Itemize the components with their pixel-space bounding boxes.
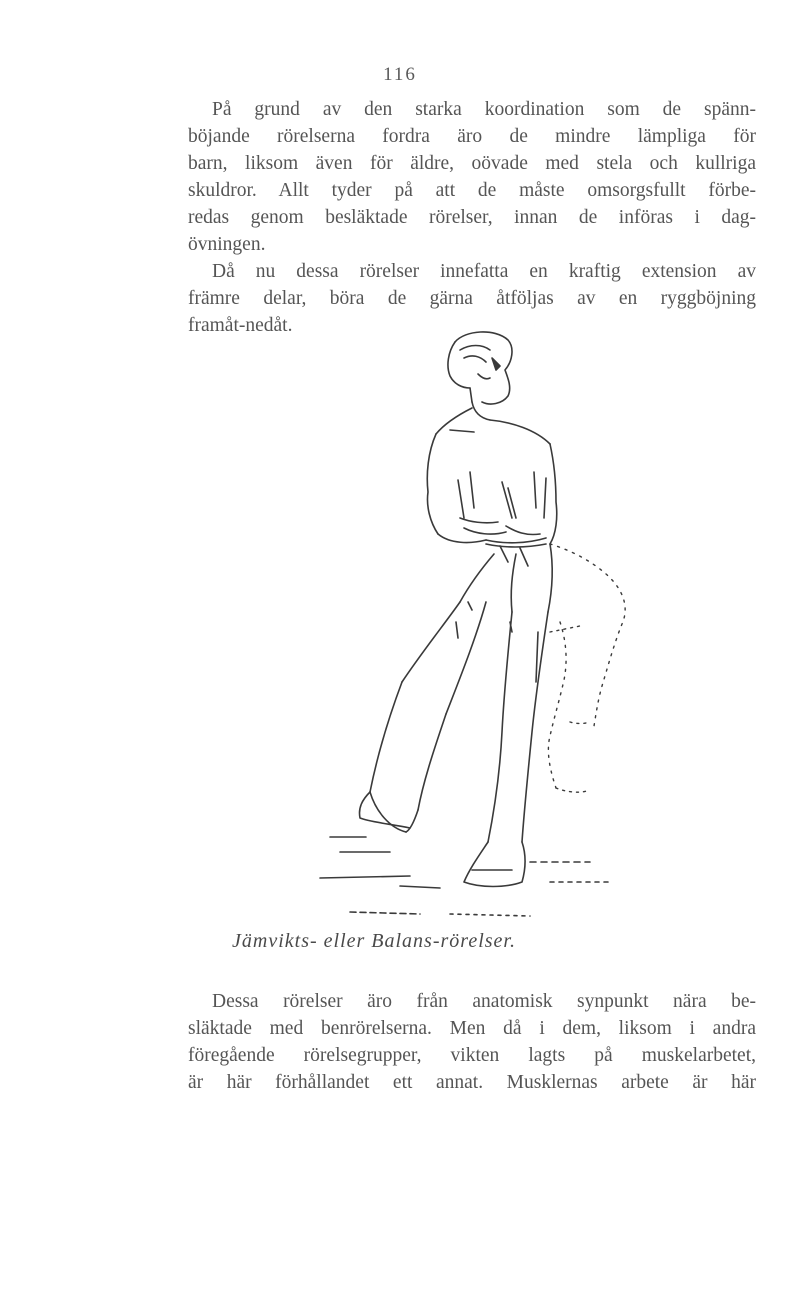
text-line: föregående rörelsegrupper, vikten lagts på muskelarbetet, xyxy=(188,1045,756,1066)
text-line: skuldror. Allt tyder på att de måste omsorgsfullt förbe- xyxy=(188,180,756,201)
paragraph-bottom xyxy=(188,988,756,1096)
figure-caption: Jämvikts- eller Balans-rörelser. xyxy=(232,930,516,952)
text-line: Dessa rörelser äro från anatomisk synpunkt nära be- xyxy=(212,991,756,1012)
text-line: framåt-nedåt. xyxy=(188,315,293,336)
text-line: redas genom besläktade rörelser, innan de införas i dag- xyxy=(188,207,756,228)
text-line: är här förhållandet ett annat. Musklernas arbete är här xyxy=(188,1072,756,1093)
paragraph-top xyxy=(188,96,756,339)
text-line: barn, liksom även för äldre, oövade med stela och kullriga xyxy=(188,153,756,174)
text-line: böjande rörelserna fordra äro de mindre lämpliga för xyxy=(188,126,756,147)
text-line: Då nu dessa rörelser innefatta en kraftig extension av xyxy=(212,261,756,282)
text-line: främre delar, böra de gärna åtföljas av en ryggböjning xyxy=(188,288,756,309)
text-line: övningen. xyxy=(188,234,266,255)
text-line: På grund av den starka koordination som de spänn- xyxy=(212,99,756,120)
page-number: 116 xyxy=(383,64,417,85)
text-line: släktade med benrörelserna. Men då i dem, liksom i andra xyxy=(188,1018,756,1039)
balance-exercise-illustration xyxy=(250,322,650,922)
